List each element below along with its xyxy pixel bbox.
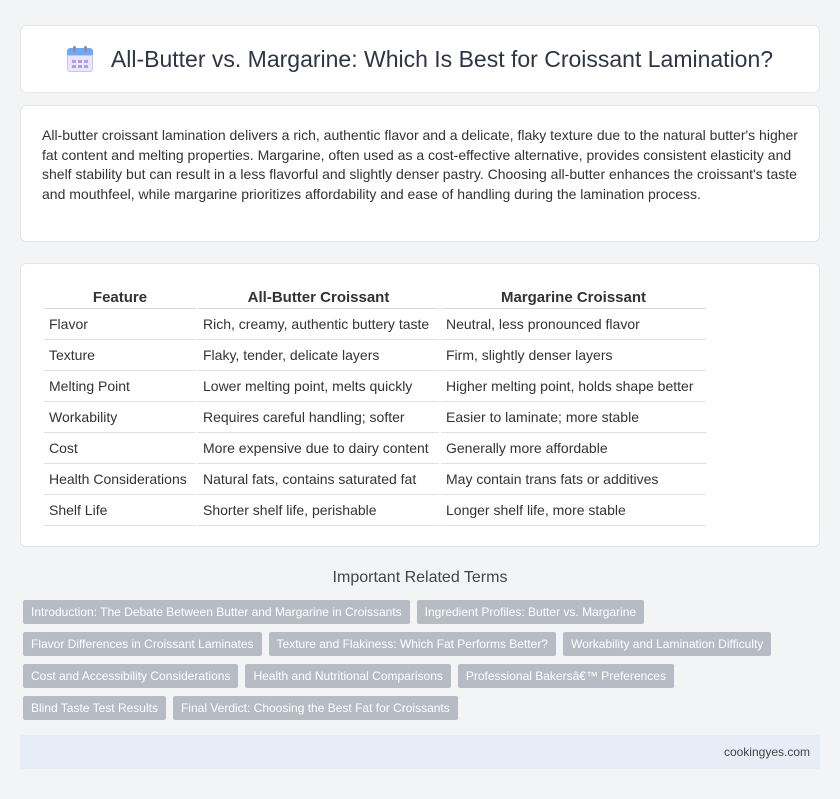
table-row <box>44 464 706 495</box>
related-tag[interactable]: Blind Taste Test Results <box>23 696 166 720</box>
related-tag[interactable]: Flavor Differences in Croissant Laminates <box>23 632 262 656</box>
table-cell: Higher melting point, holds shape better <box>441 371 706 402</box>
column-header-all-butter: All-Butter Croissant <box>198 286 439 309</box>
related-tag[interactable]: Health and Nutritional Comparisons <box>245 664 450 688</box>
related-tags-row <box>23 664 823 688</box>
table-cell: Longer shelf life, more stable <box>441 495 706 526</box>
related-tag[interactable]: Ingredient Profiles: Butter vs. Margarine <box>417 600 644 624</box>
table-header-row <box>44 286 706 309</box>
page-title: All-Butter vs. Margarine: Which Is Best for Croissant Lamination? <box>110 45 774 72</box>
table-cell: Shelf Life <box>44 495 196 526</box>
table-cell: More expensive due to dairy content <box>198 433 439 464</box>
table-cell: Generally more affordable <box>441 433 706 464</box>
table-row <box>44 309 706 340</box>
table-row <box>44 495 706 526</box>
intro-card <box>20 105 820 242</box>
table-cell: Flavor <box>44 309 196 340</box>
table-cell: Health Considerations <box>44 464 196 495</box>
intro-text: All-butter croissant lamination delivers a rich, authentic flavor and a delicate, flaky texture due to the natural butter's higher fat content and melting properties. Margarine, often used as a cost-effective alternative, provides consistent elasticity and shelf stability but can result in a less flavorful and slightly denser pastry. Choosing all-butter enhances the croissant's taste and mouthfeel, while margarine prioritizes affordability and ease of handling during the lamination process. <box>42 127 798 202</box>
related-tags-row <box>23 696 823 720</box>
table-cell: Neutral, less pronounced flavor <box>441 309 706 340</box>
column-header-feature: Feature <box>44 286 196 309</box>
footer <box>20 735 820 769</box>
related-tag[interactable]: Cost and Accessibility Considerations <box>23 664 238 688</box>
table-row <box>44 371 706 402</box>
related-tag[interactable]: Introduction: The Debate Between Butter and Margarine in Croissants <box>23 600 410 624</box>
footer-site-link[interactable]: cookingyes.com <box>723 745 810 759</box>
table-row <box>44 433 706 464</box>
comparison-card <box>20 263 820 547</box>
related-tag[interactable]: Final Verdict: Choosing the Best Fat for Croissants <box>173 696 458 720</box>
table-cell: Shorter shelf life, perishable <box>198 495 439 526</box>
table-cell: Cost <box>44 433 196 464</box>
table-cell: Easier to laminate; more stable <box>441 402 706 433</box>
table-cell: Flaky, tender, delicate layers <box>198 340 439 371</box>
related-tag[interactable]: Texture and Flakiness: Which Fat Performs Better? <box>269 632 556 656</box>
related-tag[interactable]: Workability and Lamination Difficulty <box>563 632 771 656</box>
table-cell: Requires careful handling; softer <box>198 402 439 433</box>
comparison-table <box>42 286 708 526</box>
table-row <box>44 402 706 433</box>
related-tags-row <box>23 632 823 656</box>
related-tags-row <box>23 600 823 624</box>
table-cell: Natural fats, contains saturated fat <box>198 464 439 495</box>
header-card <box>20 25 820 93</box>
table-row <box>44 340 706 371</box>
table-cell: Firm, slightly denser layers <box>441 340 706 371</box>
calendar-icon <box>67 46 93 72</box>
column-header-margarine: Margarine Croissant <box>441 286 706 309</box>
table-cell: Workability <box>44 402 196 433</box>
related-tag[interactable]: Professional Bakersâ€™ Preferences <box>458 664 674 688</box>
table-cell: Melting Point <box>44 371 196 402</box>
table-cell: Lower melting point, melts quickly <box>198 371 439 402</box>
table-cell: Texture <box>44 340 196 371</box>
related-terms-title: Important Related Terms <box>332 569 508 586</box>
table-cell: Rich, creamy, authentic buttery taste <box>198 309 439 340</box>
table-cell: May contain trans fats or additives <box>441 464 706 495</box>
